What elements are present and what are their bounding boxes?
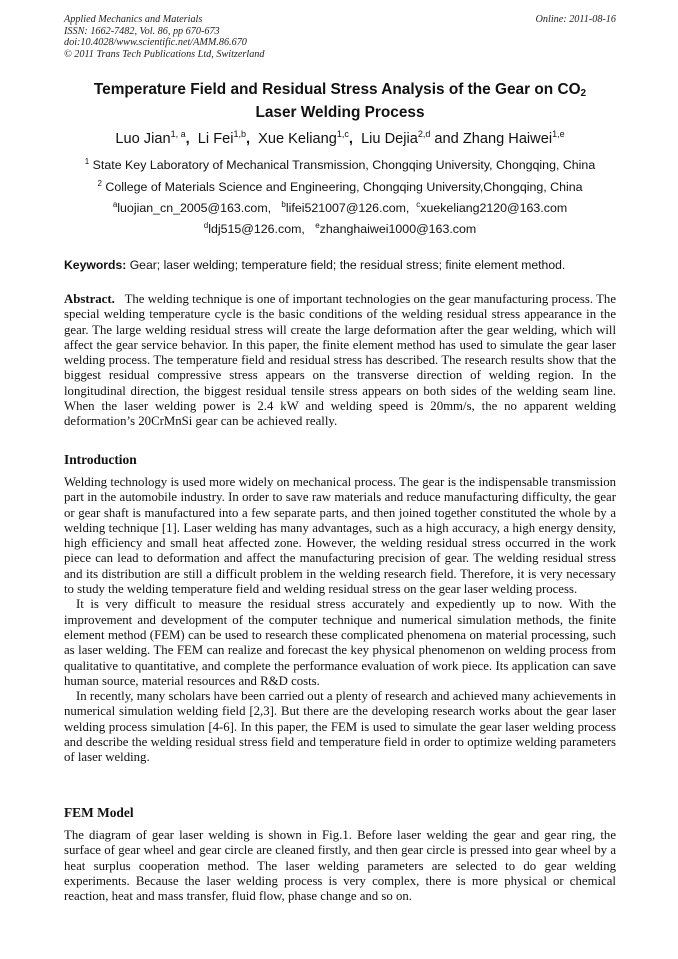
email-e: zhanghaiwei1000@163.com (319, 222, 477, 236)
affiliation-sup: 1 (84, 157, 90, 166)
email-sup: b (281, 200, 286, 209)
affiliation-sup: 2 (97, 179, 102, 188)
fem-body (64, 828, 616, 904)
author-sep: , (185, 131, 198, 147)
abstract-label: Abstract. (64, 292, 115, 306)
email-sup: a (112, 200, 118, 209)
title-line-2: Laser Welding Process (255, 104, 425, 121)
affiliation-text: State Key Laboratory of Mechanical Transmission, Chongqing University, Chongqing, China (92, 158, 596, 172)
affiliation-2 (64, 179, 616, 194)
intro-paragraph-2: It is very difficult to measure the residual stress accurately and expediently up to now. With the improvement and development of the computer technique and numerical simulation methods, the finite element method (FEM) can be used to research these complicated phenomena on material processing, such as laser welding. The FEM can realize and forecast the key physical phenomenon on welding process from qualitative to quantitative, and complete the performance evaluation of work piece. Its application can save human source, material resources and R&D costs. (64, 597, 616, 688)
email-b: lifei521007@126.com, (285, 201, 410, 215)
author (198, 131, 258, 147)
email-line-1 (64, 200, 616, 215)
header-row-1 (64, 14, 616, 26)
paper-title (64, 80, 616, 122)
author (258, 131, 361, 147)
author-sep: and (430, 131, 463, 147)
email-d: ldj515@126.com, (208, 222, 305, 236)
fem-heading: FEM Model (64, 805, 134, 820)
author-name: Li Fei (197, 131, 234, 147)
author (361, 131, 463, 147)
author-sup: 1,b (233, 129, 246, 139)
affiliation-1 (64, 157, 616, 172)
author (463, 131, 565, 147)
fem-paragraph-1: The diagram of gear laser welding is shown in Fig.1. Before laser welding the gear and gear ring, the surface of gear wheel and gear circle are cleaned firstly, and then gear circle is pressed into gear wheel by a heat surplus cooperation method. The laser welding parameters are selected to do gear welding experiments. Because the laser welding process is very complex, there is more physical or chemical reaction, heat and mass transfer, fluid flow, phase change and so on. (64, 828, 616, 904)
copyright-line: © 2011 Trans Tech Publications Ltd, Switzerland (64, 48, 265, 60)
author-sep: , (348, 131, 362, 147)
author-name: Xue Keliang (258, 131, 337, 147)
author-name: Luo Jian (115, 131, 171, 147)
email-line-2 (64, 221, 616, 236)
intro-paragraph-1: Welding technology is used more widely on mechanical process. The gear is the indispensable transmission part in the automobile industry. In order to save raw materials and reduce manufacturing difficulty, the gear or gear shaft is manufactured into a few separate parts, and then joined together constituted the whole by a welding technique [1]. Laser welding has many advantages, such as a high accuracy, a high energy density, high efficiency and small heat affected zone. However, the welding residual stress occurred in the work piece can lead to deformation and affect the manufacturing precision of gear. The welding residual stress and its distribution are still a difficult problem in the welding research field. Therefore, it is very necessary to study the welding temperature field and welding residual stress on the gear laser welding process. (64, 475, 616, 597)
email-sup: d (203, 221, 209, 230)
email-a: luojian_cn_2005@163.com, (117, 201, 272, 215)
introduction-heading: Introduction (64, 452, 137, 467)
keywords-text: Gear; laser welding; temperature field; the residual stress; finite element method. (126, 258, 566, 272)
email-c: xuekeliang2120@163.com (420, 201, 568, 215)
issn-line: ISSN: 1662-7482, Vol. 86, pp 670-673 (64, 25, 220, 37)
intro-paragraph-3: In recently, many scholars have been carried out a plenty of research and achieved many achievements in numerical simulation welding field [2,3]. But there are the developing research works about the gear laser welding process simulation [4-6]. In this paper, the FEM is used to simulate the gear laser welding process and describe the welding residual stress field and temperature field in order to optimize welding parameters of laser welding. (64, 689, 616, 765)
abstract-text: The welding technique is one of important technologies on the gear manufacturing process. The special welding temperature cycle is the basic conditions of the welding residual stress appearance in the gear. The large welding residual stress will create the large deformation after the gear welding, which will affect the gear service behavior. In this paper, the finite element method has used to simulate the gear laser welding process. The temperature field and residual stress has described. The research results show that the biggest residual compressive stress appears on the transverse direction of welding region. In the longitudinal direction, the biggest residual tensile stress appears on both sides of the welding seam line. When the laser welding power is 2.4 kW and welding speed is 20mm/s, the no apparent welding deformation’s 20CrMnSi gear can be achieved really. (64, 292, 616, 429)
doi-line: doi:10.4028/www.scientific.net/AMM.86.670 (64, 37, 247, 48)
author-name: Liu Dejia (361, 131, 418, 147)
title-line-1 (64, 80, 616, 103)
title-line-1-text: Temperature Field and Residual Stress Analysis of the Gear on CO (93, 81, 581, 98)
email-sup: c (416, 200, 421, 209)
affiliation-text: College of Materials Science and Engineering, Chongqing University,Chongqing, China (105, 180, 583, 194)
keywords (64, 258, 616, 272)
title-subscript: 2 (580, 88, 587, 99)
author-sup: 1,e (552, 129, 565, 139)
journal-name: Applied Mechanics and Materials (64, 14, 203, 25)
author-sup: 1,c (336, 129, 349, 139)
author-sup: 1, a (170, 129, 186, 139)
introduction-body (64, 475, 616, 766)
abstract (64, 292, 616, 430)
email-sup: e (315, 221, 320, 230)
header-meta (64, 14, 616, 60)
online-date: Online: 2011-08-16 (535, 14, 616, 25)
author-name: Zhang Haiwei (462, 131, 553, 147)
author-list (64, 129, 616, 147)
keywords-label: Keywords: (64, 258, 127, 272)
author-sep: , (245, 131, 259, 147)
author (115, 131, 197, 147)
author-sup: 2,d (417, 129, 431, 139)
